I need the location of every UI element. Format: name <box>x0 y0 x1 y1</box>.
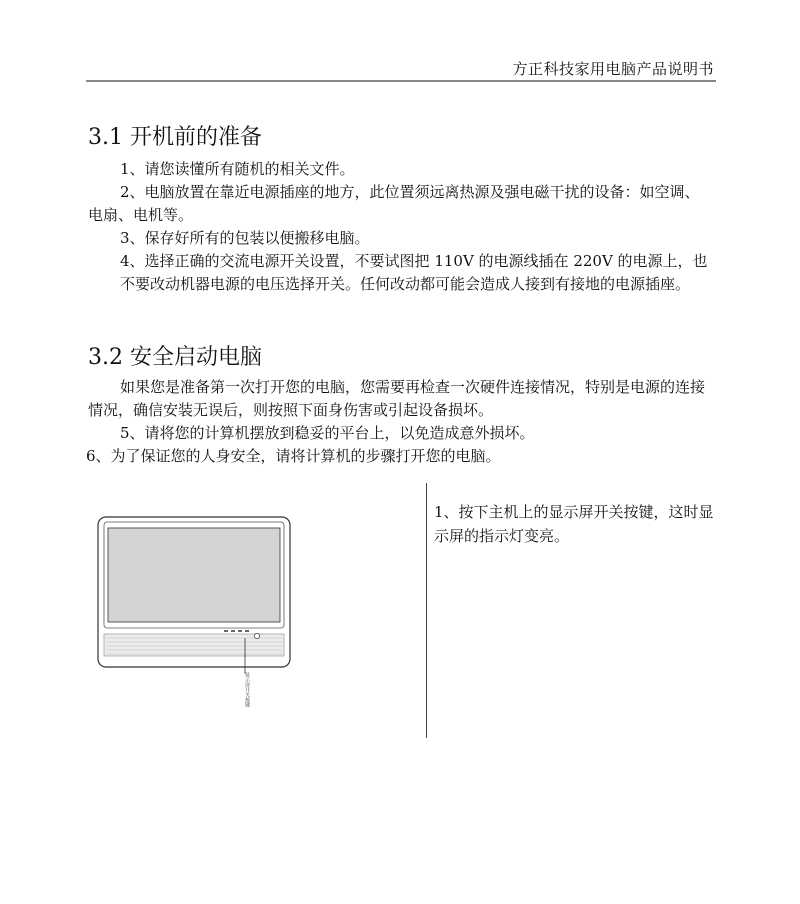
list-item: 2、电脑放置在靠近电源插座的地方，此位置须远离热源及强电磁干扰的设备：如空调、电扇、电机等。 <box>88 183 700 224</box>
vertical-divider <box>426 483 427 738</box>
callout-label: 显示屏开关按键 <box>244 672 250 707</box>
section-title-3-2: 3.2 安全启动电脑 <box>88 345 262 370</box>
monitor-illustration <box>94 514 294 674</box>
header-rule <box>86 80 716 82</box>
list-item: 3、保存好所有的包装以便搬移电脑。 <box>120 229 370 247</box>
list-item: 1、请您读懂所有随机的相关文件。 <box>120 160 355 178</box>
power-button-icon <box>254 633 259 638</box>
paragraph: 6、为了保证您的人身安全，请将计算机的步骤打开您的电脑。 <box>86 447 501 465</box>
paragraph: 如果您是准备第一次打开您的电脑，您需要再检查一次硬件连接情况，特别是电源的连接情况，确信安装无误后，则按照下面身伤害或引起设备损坏。 <box>88 378 706 419</box>
paragraph: 5、请将您的计算机摆放到稳妥的平台上，以免造成意外损坏。 <box>120 424 535 442</box>
page-header-title: 方正科技家用电脑产品说明书 <box>512 60 714 78</box>
section-title-3-1: 3.1 开机前的准备 <box>88 125 262 150</box>
step-text: 1、按下主机上的显示屏开关按键，这时显示屏的指示灯变亮。 <box>434 503 714 545</box>
list-item: 4、选择正确的交流电源开关设置，不要试图把 110V 的电源线插在 220V 的电源上，也不要改动机器电源的电压选择开关。任何改动都可能会造成人接到有接地的电源插座。 <box>120 252 708 293</box>
